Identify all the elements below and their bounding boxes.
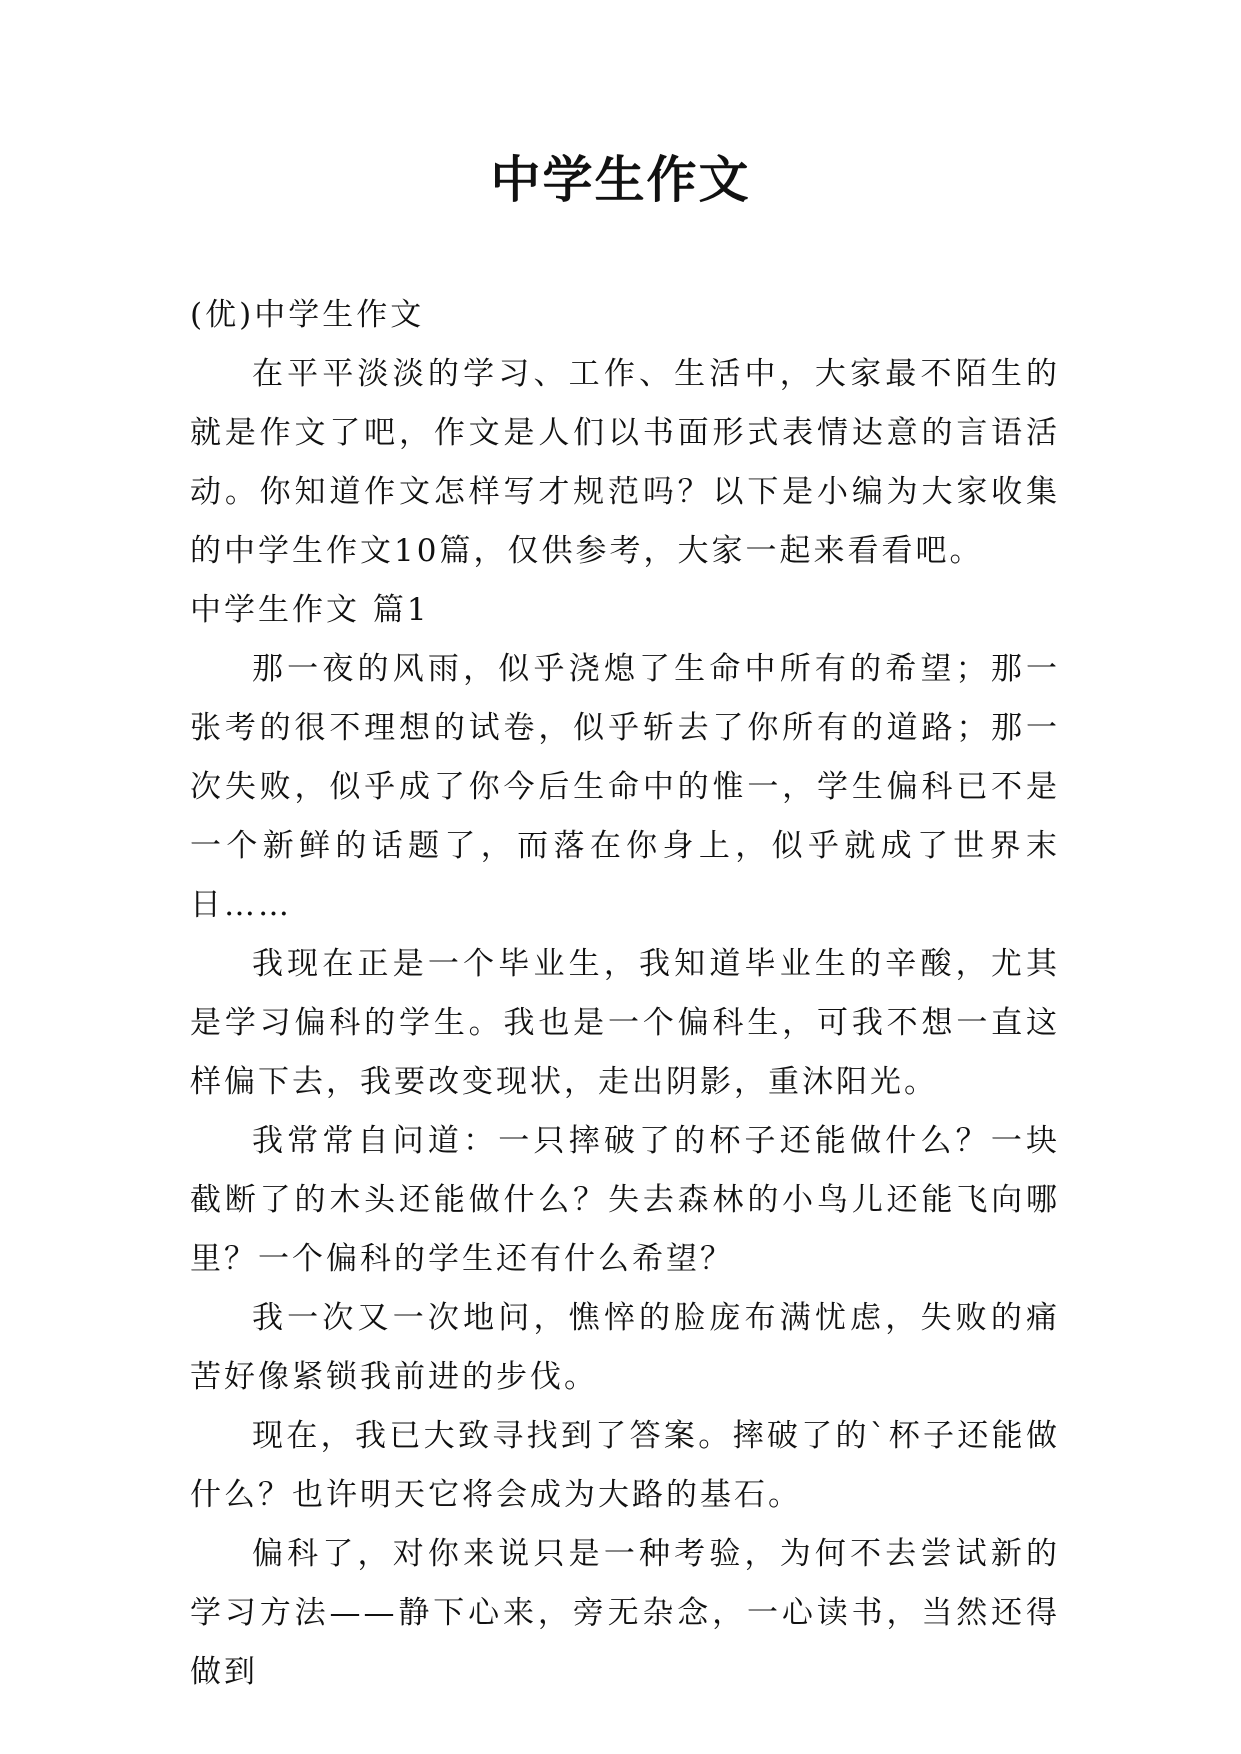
- body-paragraph-2: 我现在正是一个毕业生，我知道毕业生的辛酸，尤其是学习偏科的学生。我也是一个偏科生，可我不想一直这样偏下去，我要改变现状，走出阴影，重沐阳光。: [190, 946, 1060, 1100]
- intro-paragraph: 在平平淡淡的学习、工作、生活中，大家最不陌生的就是作文了吧，作文是人们以书面形式表情达意的言语活动。你知道作文怎样写才规范吗？以下是小编为大家收集的中学生作文10篇，仅供参考，大家一起来看看吧。: [190, 356, 1060, 569]
- body-paragraph-6: 偏科了，对你来说只是一种考验，为何不去尝试新的学习方法——静下心来，旁无杂念，一心读书，当然还得做到: [190, 1536, 1060, 1690]
- body-paragraph-4: 我一次又一次地问，憔悴的脸庞布满忧虑，失败的痛苦好像紧锁我前进的步伐。: [190, 1300, 1060, 1395]
- body-paragraph-5: 现在，我已大致寻找到了答案。摔破了的`杯子还能做什么？也许明天它将会成为大路的基石。: [190, 1418, 1060, 1513]
- page-title: 中学生作文: [490, 150, 751, 209]
- document-subtitle: (优)中学生作文: [190, 297, 425, 333]
- body-paragraph-3: 我常常自问道：一只摔破了的杯子还能做什么？一块截断了的木头还能做什么？失去森林的小鸟儿还能飞向哪里？一个偏科的学生还有什么希望？: [190, 1123, 1060, 1277]
- document-body: [190, 286, 1060, 1702]
- section-heading: 中学生作文 篇1: [190, 592, 430, 628]
- body-paragraph-1: 那一夜的风雨，似乎浇熄了生命中所有的希望；那一张考的很不理想的试卷，似乎斩去了你所有的道路；那一次失败，似乎成了你今后生命中的惟一，学生偏科已不是一个新鲜的话题了，而落在你身上，似乎就成了世界末日……: [190, 651, 1060, 923]
